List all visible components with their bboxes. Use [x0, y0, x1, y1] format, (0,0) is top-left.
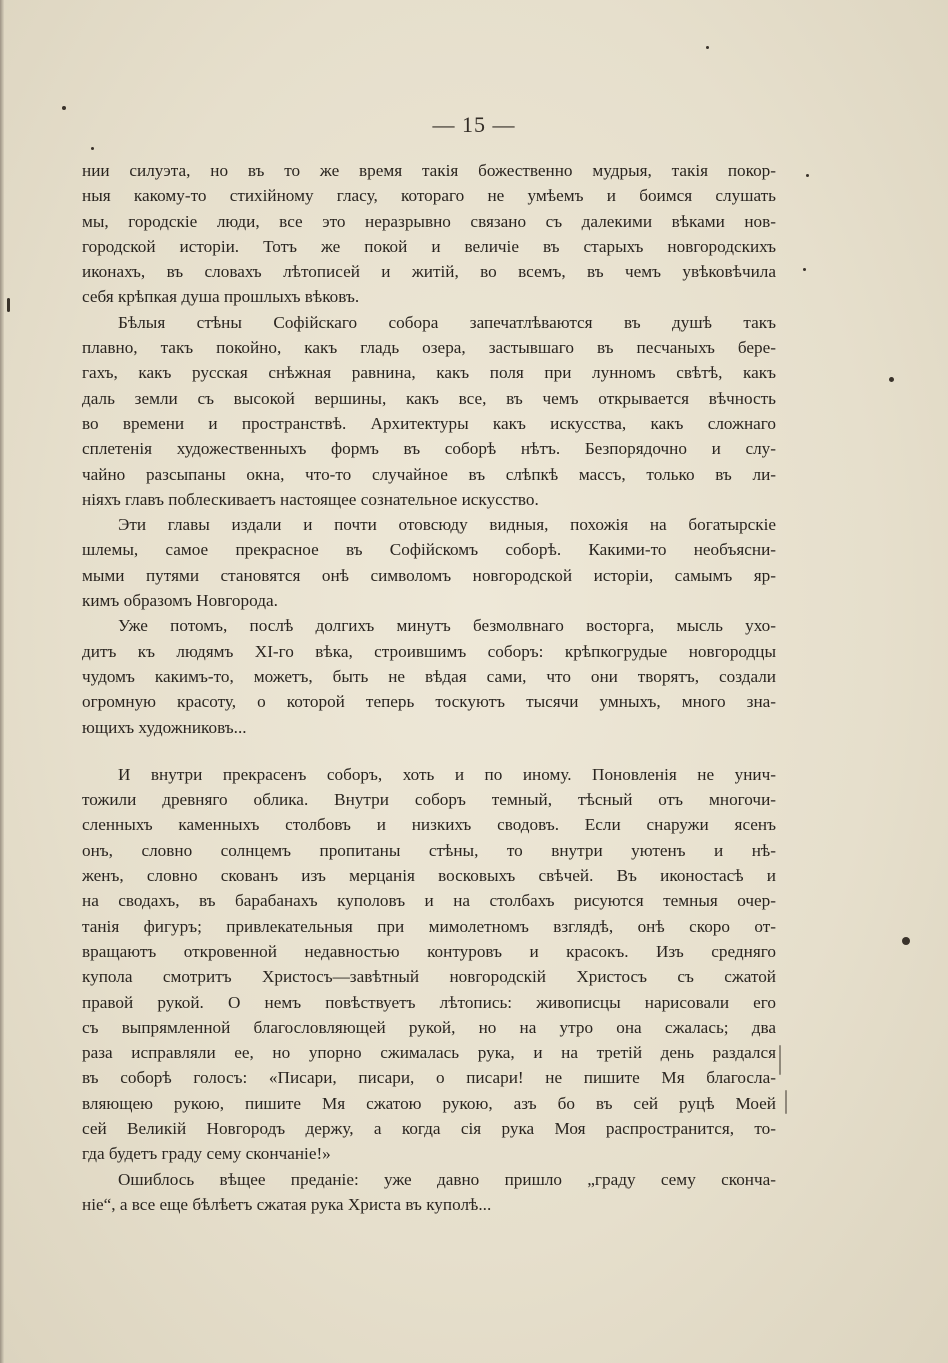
- text-line: онъ, словно солнцемъ пропитаны стѣны, то внутри уютенъ и нѣ-: [82, 840, 776, 860]
- paper-speck: [785, 1090, 787, 1114]
- text-line: женъ, словно скованъ изъ мерцанія восковыхъ свѣчей. Въ иконостасѣ и: [82, 866, 776, 886]
- text-line: купола смотритъ Христосъ—завѣтный новгородскій Христосъ съ сжатой: [82, 967, 776, 987]
- text-line: шлемы, самое прекрасное въ Софійскомъ соборѣ. Какими-то необъясни-: [82, 540, 776, 560]
- text-line: тожили древняго облика. Внутри соборъ темный, тѣсный отъ многочи-: [82, 790, 776, 810]
- text-line: Бѣлыя стѣны Софійскаго собора запечатлѣваются въ душѣ такъ: [118, 312, 776, 332]
- text-line: нии силуэта, но въ то же время такія божественно мудрыя, такія покор-: [82, 161, 776, 180]
- text-line: ныя какому-то стихійному гласу, котораго не умѣемъ и боимся слушать: [82, 186, 776, 206]
- text-line: огромную красоту, о которой теперь тоскуютъ тысячи умныхъ, много зна-: [82, 692, 776, 712]
- text-line: ющихъ художниковъ...: [82, 717, 247, 737]
- text-line: даль земли съ высокой вершины, какъ все, въ чемъ открывается вѣчность: [82, 388, 776, 408]
- paper-speck: [803, 268, 806, 271]
- text-line: городской исторіи. Тотъ же покой и величіе въ старыхъ новгородскихъ: [82, 236, 776, 256]
- text-line: правой рукой. О немъ повѣствуетъ лѣтопись: живописцы нарисовали его: [82, 992, 776, 1012]
- paragraph: [82, 762, 776, 1167]
- text-line: мыми путями становятся онѣ символомъ новгородской исторіи, самымъ яр-: [82, 565, 776, 585]
- text-line: вляющею рукою, пишите Мя сжатою рукою, азъ бо въ сей руцѣ Моей: [82, 1093, 776, 1113]
- text-line: себя крѣпкая душа прошлыхъ вѣковъ.: [82, 287, 360, 307]
- paragraph: [82, 310, 776, 512]
- paper-speck: [62, 106, 66, 110]
- paper-speck: [91, 147, 94, 150]
- text-line: сей Великій Новгородъ держу, а когда сія рука Моя распространится, то-: [82, 1118, 776, 1138]
- text-line: Уже потомъ, послѣ долгихъ минутъ безмолвнаго восторга, мысль ухо-: [118, 616, 776, 636]
- text-line: кимъ образомъ Новгорода.: [82, 591, 278, 611]
- paragraph: [82, 1167, 776, 1218]
- text-line: И внутри прекрасенъ соборъ, хоть и по иному. Поновленія не унич-: [118, 764, 776, 784]
- text-line: Ошиблось вѣщее преданіе: уже давно пришло „граду сему сконча-: [118, 1169, 776, 1189]
- text-line: на сводахъ, въ барабанахъ куполовъ и на столбахъ рисуются темныя очер-: [82, 891, 776, 911]
- text-line: во времени и пространствѣ. Архитектуры какъ искусства, какъ сложнаго: [82, 413, 776, 433]
- paragraph: [82, 613, 776, 739]
- page-spine-shadow: [0, 0, 4, 1363]
- text-line: съ выпрямленной благословляющей рукой, но на утро она сжалась; два: [82, 1017, 776, 1037]
- text-line: гахъ, какъ русская снѣжная равнина, какъ поля при лунномъ свѣтѣ, какъ: [82, 363, 776, 383]
- body-text: [82, 158, 776, 1217]
- paragraph: [82, 158, 776, 310]
- paper-speck: [706, 46, 709, 49]
- text-line: гда будетъ граду сему скончаніе!»: [82, 1144, 331, 1164]
- text-line: плавно, такъ покойно, какъ гладь озера, застывшаго въ песчаныхъ бере-: [82, 338, 776, 358]
- text-line: иконахъ, въ словахъ лѣтописей и житій, во всемъ, въ чемъ увѣковѣчила: [82, 262, 776, 282]
- text-line: дитъ къ людямъ XI-го вѣка, строившимъ соборъ: крѣпкогрудые новгородцы: [82, 641, 776, 661]
- page-number: — 15 —: [432, 112, 516, 137]
- text-line: раза исправляли ее, но упорно сжималась рука, и на третій день раздался: [82, 1043, 776, 1063]
- text-line: ніяхъ главъ поблескиваетъ настоящее сознательное искусство.: [82, 489, 539, 509]
- text-line: вращаютъ откровенной недавностью контуровъ и красокъ. Изъ средняго: [82, 941, 776, 961]
- paper-speck: [7, 298, 10, 312]
- text-line: сленныхъ каменныхъ столбовъ и низкихъ сводовъ. Если снаружи ясенъ: [82, 815, 776, 835]
- text-line: Эти главы издали и почти отовсюду видныя, похожія на богатырскіе: [118, 515, 776, 535]
- text-line: мы, городскіе люди, все это неразрывно связано съ далекими вѣками нов-: [82, 211, 776, 231]
- paper-speck: [779, 1045, 781, 1075]
- text-line: чудомъ какимъ-то, можетъ, быть не вѣдая сами, что они творятъ, создали: [82, 666, 776, 686]
- paragraph: [82, 512, 776, 613]
- text-line: сплетенія художественныхъ формъ въ соборѣ нѣтъ. Безпорядочно и слу-: [82, 439, 776, 459]
- paper-speck: [889, 377, 894, 382]
- paper-speck: [806, 174, 809, 177]
- text-line: танія фигуръ; привлекательныя при мимолетномъ взглядѣ, онѣ скоро от-: [82, 916, 776, 936]
- text-line: чайно разсыпаны окна, что-то случайное въ слѣпкѣ массъ, только въ ли-: [82, 464, 776, 484]
- paper-speck: [902, 937, 910, 945]
- text-line: ніе“, а все еще бѣлѣетъ сжатая рука Христа въ куполѣ...: [82, 1194, 492, 1214]
- text-line: въ соборѣ голосъ: «Писари, писари, о писари! не пишите Мя благосла-: [82, 1068, 776, 1088]
